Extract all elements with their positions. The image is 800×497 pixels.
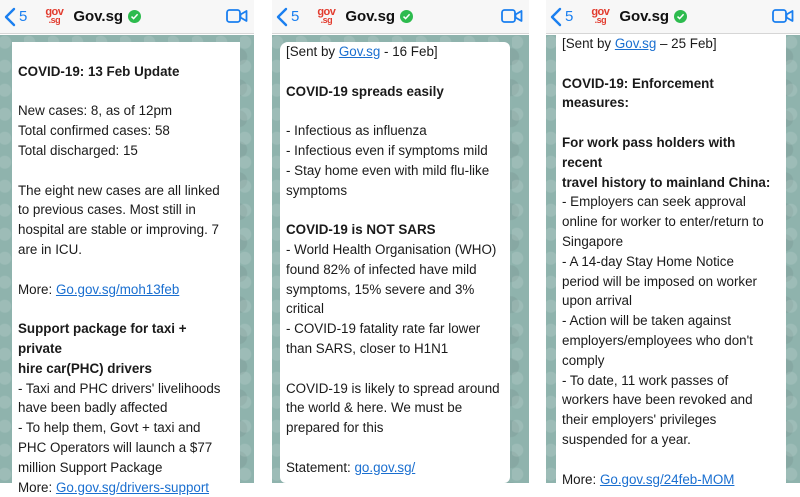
chat-screen-1 [0, 0, 254, 495]
logo-text: .sg [320, 15, 333, 26]
message-line [18, 240, 232, 260]
channel-name[interactable]: Gov.sg [619, 8, 670, 25]
message-line [286, 181, 502, 201]
message-text: measures: [562, 95, 629, 111]
message-line [286, 418, 502, 438]
message-line [18, 121, 232, 141]
message-line [286, 319, 502, 339]
message-line [562, 351, 778, 371]
message-bubble[interactable] [556, 34, 786, 487]
verified-check-icon [674, 10, 687, 23]
message-text: Singapore [562, 233, 624, 249]
message-text: upon arrival [562, 293, 632, 309]
video-call-icon[interactable] [226, 8, 248, 24]
chat-header [546, 0, 800, 34]
message-text: - Action will be taken against [562, 313, 731, 329]
message-text: the world & here. We must be [286, 400, 463, 416]
message-line [562, 331, 778, 351]
message-line [286, 82, 502, 102]
message-text: found 82% of infected have mild [286, 261, 477, 277]
message-text: New cases: 8, as of 12pm [18, 103, 173, 119]
message-text: COVID-19 is NOT SARS [286, 222, 436, 238]
message-line [562, 192, 778, 212]
message-line [286, 339, 502, 359]
message-line [562, 311, 778, 331]
channel-name[interactable]: Gov.sg [73, 8, 124, 25]
message-line [18, 260, 232, 280]
message-text: suspended for a year. [562, 431, 691, 447]
message-line [562, 93, 778, 113]
message-text: [Sent by [286, 44, 339, 59]
unread-count: 5 [19, 8, 28, 25]
message-text: - COVID-19 fatality rate far lower [286, 321, 481, 337]
message-text: Support package for taxi + private [18, 321, 191, 356]
message-line [286, 379, 502, 399]
message-line [286, 161, 502, 181]
channel-name[interactable]: Gov.sg [345, 8, 396, 25]
message-text: COVID-19: Enforcement [562, 75, 714, 91]
message-text: comply [562, 352, 605, 368]
message-line [18, 200, 232, 220]
message-line [562, 113, 778, 133]
message-line [286, 121, 502, 141]
message-line [286, 398, 502, 418]
message-text: hire car(PHC) drivers [18, 360, 152, 376]
message-text: For work pass holders with recent [562, 134, 740, 170]
verified-check-icon [128, 10, 141, 23]
message-line [18, 359, 232, 379]
message-line [18, 398, 232, 418]
message-text: symptoms [286, 182, 348, 198]
message-text: COVID-19: 13 Feb Update [18, 63, 180, 79]
message-line [286, 458, 502, 478]
message-text: period will be imposed on worker [562, 273, 758, 289]
message-line [562, 74, 778, 94]
video-call-icon[interactable] [501, 8, 523, 24]
message-text: COVID-19 is likely to spread around [286, 380, 500, 396]
message-line [286, 220, 502, 240]
message-text: have been badly affected [18, 400, 168, 416]
message-line [286, 42, 502, 62]
unread-count: 5 [565, 8, 574, 25]
message-line [18, 62, 232, 82]
message-line [18, 220, 232, 240]
message-link[interactable]: go.gov.sg/ [354, 459, 416, 475]
message-line [562, 291, 778, 311]
message-text: their employers' privileges [562, 412, 717, 428]
unread-count: 5 [291, 8, 300, 25]
message-line [286, 280, 502, 300]
message-line [18, 161, 232, 181]
message-line [286, 141, 502, 161]
message-line [562, 232, 778, 252]
chat-screen-2 [272, 0, 529, 483]
message-text: More: [562, 471, 600, 487]
chat-screen-3 [546, 0, 800, 487]
message-line [562, 133, 778, 173]
message-text: - Taxi and PHC drivers' livelihoods [18, 380, 221, 396]
chevron-left-icon [550, 7, 562, 27]
message-text: More: [18, 479, 56, 495]
message-text: than SARS, closer to H1N1 [286, 340, 449, 356]
message-line [286, 240, 502, 260]
message-text: - A 14-day Stay Home Notice [562, 253, 734, 269]
message-text: employers/employees who don't [562, 332, 753, 348]
logo-text: gov [591, 6, 610, 18]
message-line [286, 62, 502, 82]
message-line [18, 141, 232, 161]
message-line [562, 173, 778, 193]
message-line [562, 212, 778, 232]
message-line [562, 390, 778, 410]
message-text: - Stay home even with mild flu-like [286, 162, 490, 178]
message-text: online for worker to enter/return to [562, 214, 764, 230]
message-line [18, 181, 232, 201]
channel-logo[interactable] [41, 4, 67, 30]
message-text: More: [18, 281, 56, 297]
video-call-icon[interactable] [772, 8, 794, 24]
message-text: Total confirmed cases: 58 [18, 123, 170, 139]
message-line [286, 299, 502, 319]
channel-logo[interactable] [313, 4, 339, 30]
message-text: [Sent by [562, 36, 615, 51]
message-line [18, 42, 232, 62]
message-line [562, 272, 778, 292]
message-link[interactable]: Go.gov.sg/moh13feb [55, 281, 180, 297]
message-line [562, 410, 778, 430]
logo-text: .sg [594, 15, 607, 26]
message-text: Statement: [286, 459, 355, 475]
message-line [562, 54, 778, 74]
message-text: are in ICU. [18, 241, 82, 257]
message-text: million Support Package [18, 459, 163, 475]
back-button[interactable] [276, 7, 299, 27]
message-text: PHC Operators will launch a $77 [18, 439, 213, 455]
message-line [562, 450, 778, 470]
logo-text: .sg [48, 15, 61, 26]
message-line [286, 438, 502, 458]
verified-check-icon [400, 10, 413, 23]
chat-header [0, 0, 254, 34]
message-link[interactable]: Gov.sg [338, 44, 381, 59]
message-line [18, 379, 232, 399]
message-line [18, 458, 232, 478]
message-link[interactable]: Go.gov.sg/24feb-MOM [599, 471, 735, 487]
message-text: - Infectious even if symptoms mild [286, 142, 488, 158]
message-line [18, 478, 232, 497]
message-line [18, 280, 232, 300]
message-text: COVID-19 spreads easily [286, 83, 444, 99]
message-text: - Infectious as influenza [286, 123, 427, 139]
message-text: - 16 Feb] [380, 44, 438, 59]
message-text: travel history to mainland China: [562, 174, 771, 190]
message-line [286, 359, 502, 379]
logo-text: gov [317, 6, 336, 18]
message-line [18, 438, 232, 458]
message-line [18, 319, 232, 359]
back-button[interactable] [550, 7, 573, 27]
chevron-left-icon [4, 7, 16, 27]
message-text: Total discharged: 15 [18, 142, 138, 158]
logo-text: gov [45, 6, 64, 18]
message-text: critical [286, 301, 324, 317]
message-bubble[interactable] [280, 42, 510, 483]
message-line [562, 430, 778, 450]
message-line [18, 299, 232, 319]
message-line [562, 252, 778, 272]
message-line [286, 101, 502, 121]
chat-header [272, 0, 529, 34]
message-text: symptoms, 15% severe and 3% [286, 281, 475, 297]
message-line [18, 82, 232, 102]
message-text: hospital are stable or improving. 7 [18, 222, 219, 238]
message-link[interactable]: Gov.sg [614, 36, 657, 51]
message-text: prepared for this [286, 420, 384, 436]
message-text: - World Health Organisation (WHO) [286, 241, 497, 257]
message-line [562, 371, 778, 391]
message-line [18, 418, 232, 438]
message-text: – 25 Feb] [656, 36, 717, 51]
message-text: - To help them, Govt + taxi and [18, 420, 201, 436]
back-button[interactable] [4, 7, 27, 27]
message-text: - To date, 11 work passes of [562, 372, 729, 388]
message-line [18, 101, 232, 121]
channel-logo[interactable] [587, 4, 613, 30]
message-link[interactable]: Go.gov.sg/drivers-support [55, 479, 210, 495]
message-text: workers have been revoked and [562, 392, 753, 408]
message-bubble[interactable] [12, 42, 240, 495]
message-line [562, 34, 778, 54]
message-text: to previous cases. Most still in [18, 202, 196, 218]
message-line [562, 470, 778, 490]
message-line [286, 200, 502, 220]
chevron-left-icon [276, 7, 288, 27]
message-text: - Employers can seek approval [562, 194, 746, 210]
message-line [286, 260, 502, 280]
message-text: The eight new cases are all linked [18, 182, 220, 198]
